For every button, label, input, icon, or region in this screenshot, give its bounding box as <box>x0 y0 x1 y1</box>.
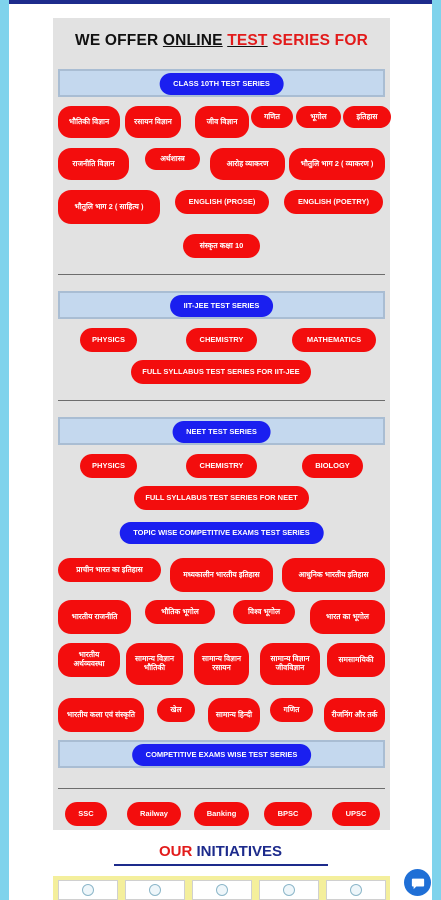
initiative-logo-icon <box>216 884 228 896</box>
chip-topic-9[interactable]: सामान्य विज्ञान रसायन <box>194 643 249 685</box>
chip-exam-railway[interactable]: Railway <box>127 802 181 826</box>
chip-class10-13[interactable]: संस्कृत कक्षा 10 <box>183 234 260 258</box>
initiatives-underline <box>114 864 328 866</box>
initiative-logo-icon <box>283 884 295 896</box>
page-title: WE OFFER ONLINE TEST SERIES FOR <box>75 32 368 49</box>
chip-iitjee-1[interactable]: CHEMISTRY <box>186 328 257 352</box>
chip-neet-0[interactable]: PHYSICS <box>80 454 137 478</box>
chip-topic-4[interactable]: भौतिक भूगोल <box>145 600 215 624</box>
chip-class10-9[interactable]: भौतुलि भाग 2 ( व्याकरण ) <box>289 148 385 180</box>
initiatives-strip <box>53 876 390 900</box>
chip-class10-4[interactable]: भूगोल <box>296 106 341 128</box>
chip-topic-0[interactable]: प्राचीन भारत का इतिहास <box>58 558 161 582</box>
section-bar-neet <box>58 417 385 445</box>
divider-3 <box>58 788 385 789</box>
chip-exam-banking[interactable]: Banking <box>194 802 249 826</box>
section-title-neet[interactable]: NEET TEST SERIES <box>172 421 271 443</box>
initiative-card-2[interactable] <box>125 880 185 900</box>
chip-topic-11[interactable]: समसामयिकी <box>327 643 385 677</box>
chip-topic-13[interactable]: खेल <box>157 698 195 722</box>
chip-neet-3[interactable]: FULL SYLLABUS TEST SERIES FOR NEET <box>134 486 309 510</box>
chip-exam-bpsc[interactable]: BPSC <box>264 802 312 826</box>
chip-topic-12[interactable]: भारतीय कला एवं संस्कृति <box>58 698 144 732</box>
chip-class10-8[interactable]: आरोह व्याकरण <box>210 148 285 180</box>
chip-iitjee-3[interactable]: FULL SYLLABUS TEST SERIES FOR IIT-JEE <box>131 360 311 384</box>
left-border <box>0 0 9 900</box>
chip-class10-3[interactable]: गणित <box>251 106 293 128</box>
chip-topic-10[interactable]: सामान्य विज्ञान जीवविज्ञान <box>260 643 320 685</box>
chip-topic-3[interactable]: भारतीय राजनीति <box>58 600 131 634</box>
section-bar-topic <box>58 520 385 548</box>
chip-class10-10[interactable]: भौतुलि भाग 2 ( साहित्य ) <box>58 190 160 224</box>
chat-bubble-icon <box>411 876 425 890</box>
initiative-card-3[interactable] <box>192 880 252 900</box>
chip-class10-7[interactable]: अर्थशास्त्र <box>145 148 200 170</box>
chip-class10-1[interactable]: रसायन विज्ञान <box>125 106 181 138</box>
section-bar-exam <box>58 740 385 768</box>
initiative-card-1[interactable] <box>58 880 118 900</box>
chip-iitjee-0[interactable]: PHYSICS <box>80 328 137 352</box>
chip-topic-16[interactable]: रीजनिंग और तर्क <box>324 698 385 732</box>
chip-topic-8[interactable]: सामान्य विज्ञान भौतिकी <box>126 643 183 685</box>
chip-topic-6[interactable]: भारत का भूगोल <box>310 600 385 634</box>
chip-exam-upsc[interactable]: UPSC <box>332 802 380 826</box>
chip-class10-6[interactable]: राजनीति विज्ञान <box>58 148 129 180</box>
initiative-card-5[interactable] <box>326 880 386 900</box>
initiative-logo-icon <box>149 884 161 896</box>
chip-class10-2[interactable]: जीव विज्ञान <box>195 106 249 138</box>
chip-class10-11[interactable]: ENGLISH (PROSE) <box>175 190 269 214</box>
chip-class10-12[interactable]: ENGLISH (POETRY) <box>284 190 383 214</box>
test-series-panel <box>53 18 390 830</box>
section-title-exam[interactable]: COMPETITIVE EXAMS WISE TEST SERIES <box>132 744 312 766</box>
chip-topic-14[interactable]: सामान्य हिन्दी <box>208 698 260 732</box>
divider-2 <box>58 400 385 401</box>
top-accent-bar <box>9 0 432 4</box>
section-title-iitjee[interactable]: IIT-JEE TEST SERIES <box>170 295 274 317</box>
chip-topic-5[interactable]: विश्व भूगोल <box>233 600 295 624</box>
chip-topic-2[interactable]: आधुनिक भारतीय इतिहास <box>282 558 385 592</box>
chip-iitjee-2[interactable]: MATHEMATICS <box>292 328 376 352</box>
chip-topic-15[interactable]: गणित <box>270 698 313 722</box>
chip-neet-1[interactable]: CHEMISTRY <box>186 454 257 478</box>
chip-class10-5[interactable]: इतिहास <box>343 106 391 128</box>
initiative-logo-icon <box>82 884 94 896</box>
divider-1 <box>58 274 385 275</box>
section-title-class10[interactable]: CLASS 10TH TEST SERIES <box>159 73 284 95</box>
chip-topic-7[interactable]: भारतीय अर्थव्यवस्था <box>58 643 120 677</box>
chip-topic-1[interactable]: मध्यकालीन भारतीय इतिहास <box>170 558 273 592</box>
initiative-logo-icon <box>350 884 362 896</box>
initiative-card-4[interactable] <box>259 880 319 900</box>
section-title-topic[interactable]: TOPIC WISE COMPETITIVE EXAMS TEST SERIES <box>119 522 324 544</box>
chip-neet-2[interactable]: BIOLOGY <box>302 454 363 478</box>
initiatives-title: OUR INITIATIVES <box>158 843 283 860</box>
section-bar-iitjee <box>58 291 385 319</box>
chip-exam-ssc[interactable]: SSC <box>65 802 107 826</box>
section-bar-class10 <box>58 69 385 97</box>
right-border <box>432 0 441 900</box>
chip-class10-0[interactable]: भौतिकी विज्ञान <box>58 106 120 138</box>
chat-button[interactable] <box>404 869 431 896</box>
